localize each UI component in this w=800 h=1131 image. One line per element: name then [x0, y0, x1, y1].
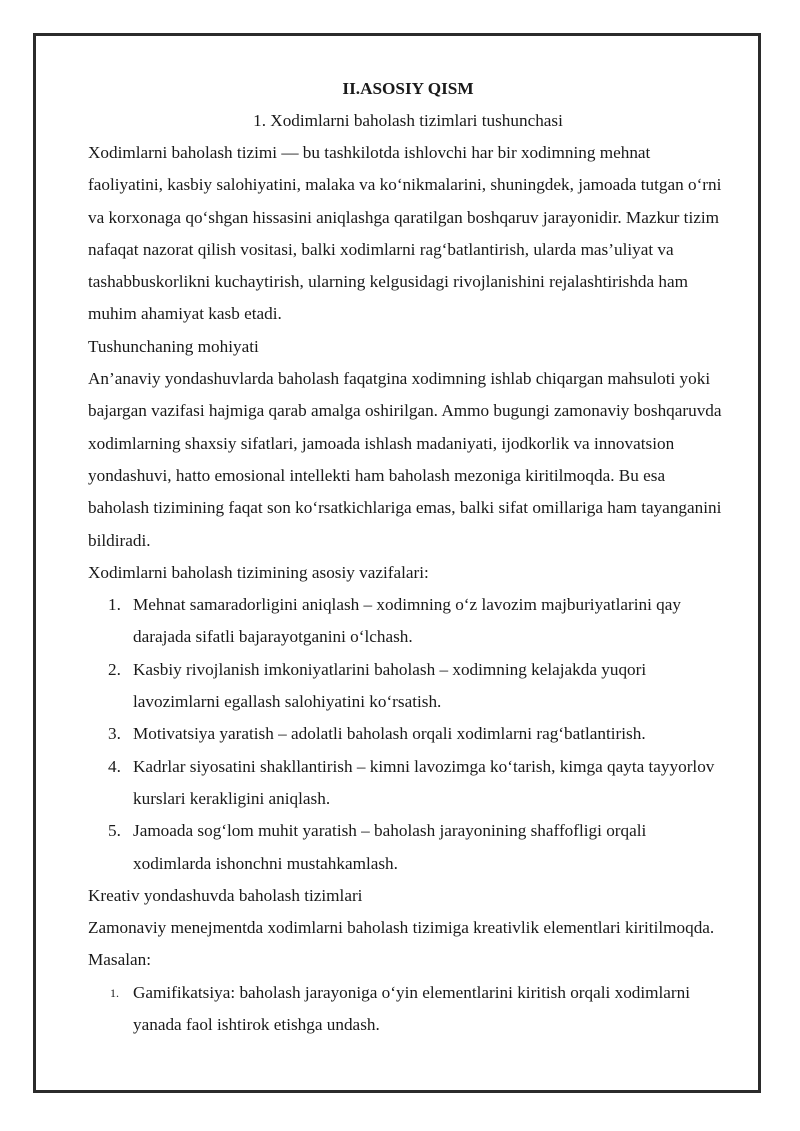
list-number: 1.: [110, 985, 119, 1000]
list-item-text: Kadrlar siyosatini shakllantirish – kimni lavozimga ko‘tarish, kimga qayta tayyorlov kurslari kerakligini aniqlash.: [133, 756, 715, 808]
list-item: [88, 815, 728, 880]
creative-list: [88, 977, 728, 1042]
subtitle: 1. Xodimlarni baholash tizimlari tushunchasi: [253, 111, 563, 130]
list-item: [88, 589, 728, 654]
essence-paragraph: An’anaviy yondashuvlarda baholash faqatgina xodimning ishlab chiqargan mahsuloti yoki bajargan vazifasi hajmiga qarab amalga oshirilgan. Ammo bugungi zamonaviy boshqaruvda xodimlarning shaxsiy sifatlari, jamoada ishlash madaniyati, ijodkorlik va innovatsion yondashuvi, hatto emosional intellekti ham baholash mezoniga kiritilmoqda. Bu esa baholash tizimining faqat son ko‘rsatkichlariga emas, balki sifat omillariga ham tayanganini bildiradi.: [88, 369, 722, 550]
creative-paragraph: Zamonaviy menejmentda xodimlarni baholash tizimiga kreativlik elementlari kiritilmoqda. Masalan:: [88, 918, 715, 970]
list-item-text: Kasbiy rivojlanish imkoniyatlarini baholash – xodimning kelajakda yuqori lavozimlarni egallash salohiyatini ko‘rsatish.: [133, 659, 647, 712]
essence-heading: Tushunchaning mohiyati: [88, 336, 259, 356]
list-number: 5.: [108, 821, 121, 841]
list-item: [88, 977, 728, 1042]
functions-list: [88, 589, 728, 880]
list-number: 4.: [108, 756, 121, 776]
section-title: II.ASOSIY QISM: [342, 79, 474, 98]
list-item: [88, 718, 728, 750]
list-item-text: Gamifikatsiya: baholash jarayoniga o‘yin elementlarini kiritish orqali xodimlarni yanada faol ishtirok etishga undash.: [133, 982, 691, 1035]
intro-paragraph: Xodimlarni baholash tizimi — bu tashkilotda ishlovchi har bir xodimning mehnat faoliyatini, kasbiy salohiyatini, malaka va ko‘nikmalarini, shuningdek, jamoada tutgan o‘rni va korxonaga qo‘shgan hissasini aniqlashga qaratilgan boshqaruv jarayonidir. Mazkur tizim nafaqat nazorat qilish vositasi, balki xodimlarni rag‘batlantirish, ularda mas’uliyat va tashabbuskorlikni kuchaytirish, ularning kelgusidagi rivojlanishini rejalashtirishda ham muhim ahamiyat kasb etadi.: [88, 143, 722, 324]
list-number: 1.: [108, 595, 121, 615]
list-item-text: Mehnat samaradorligini aniqlash – xodimning o‘z lavozim majburiyatlarini qay darajada sifatli bajarayotganini o‘lchash.: [133, 595, 681, 647]
creative-heading: Kreativ yondashuvda baholash tizimlari: [88, 885, 363, 905]
functions-heading: Xodimlarni baholash tizimining asosiy vazifalari:: [88, 562, 429, 582]
list-item-text: Jamoada sog‘lom muhit yaratish – baholash jarayonining shaffofligi orqali xodimlarda ishonchni mustahkamlash.: [133, 821, 647, 873]
list-item: [88, 654, 728, 719]
list-number: 2.: [108, 659, 121, 679]
list-item: [88, 751, 728, 816]
document-body: [88, 73, 728, 1041]
list-number: 3.: [108, 724, 121, 744]
list-item-text: Motivatsiya yaratish – adolatli baholash orqali xodimlarni rag‘batlantirish.: [133, 724, 646, 744]
